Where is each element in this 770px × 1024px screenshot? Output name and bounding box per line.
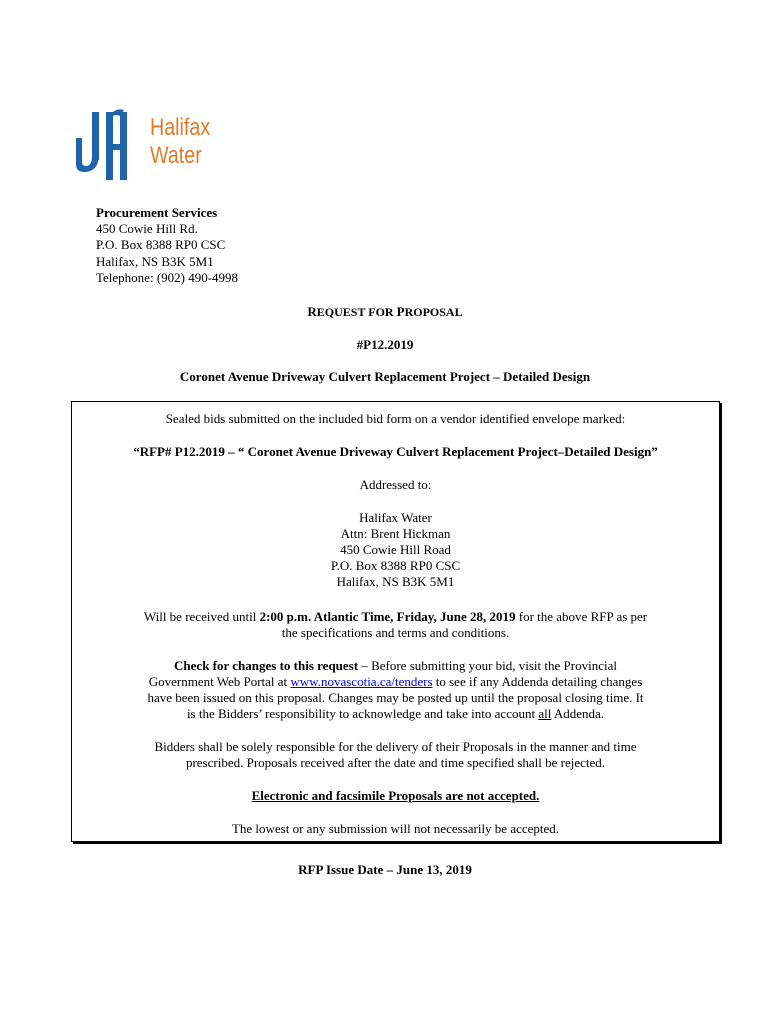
electronic-notice: Electronic and facsimile Proposals are not accepted. (251, 788, 540, 803)
logo-line-2: Water (150, 142, 202, 169)
sender-address (96, 205, 238, 286)
telephone: Telephone: (902) 490-4998 (96, 269, 239, 285)
submission-instructions-box (71, 401, 720, 842)
deadline-text-2: the specifications and terms and conditions. (281, 625, 510, 640)
address-line: Halifax, NS B3K 5M1 (96, 253, 214, 269)
recipient-line: 450 Cowie Hill Road (340, 542, 451, 557)
changes-notice-3: have been issued on this proposal. Changes may be posted up until the proposal closing time. It (147, 690, 644, 705)
lowest-bid-notice: The lowest or any submission will not necessarily be accepted. (231, 821, 560, 836)
tenders-link[interactable]: www.novascotia.ca/tenders (290, 674, 433, 689)
responsibility-text-2: prescribed. Proposals received after the date and time specified shall be rejected. (185, 755, 606, 770)
recipient-line: Halifax, NS B3K 5M1 (336, 574, 455, 589)
recipient-line: P.O. Box 8388 RP0 CSC (330, 558, 461, 573)
halifax-water-logo-icon (74, 108, 144, 184)
recipient-line: Attn: Brent Hickman (340, 526, 451, 541)
logo-line-1: Halifax (150, 114, 211, 141)
logo-wordmark (150, 114, 210, 170)
project-title: Coronet Avenue Driveway Culvert Replacement Project – Detailed Design (179, 369, 591, 384)
changes-notice: Check for changes to this request – Before submitting your bid, visit the Provincial (174, 658, 617, 673)
issue-date: RFP Issue Date – June 13, 2019 (298, 862, 472, 877)
address-line: P.O. Box 8388 RP0 CSC (96, 237, 226, 253)
envelope-marking: “RFP# P12.2019 – “ Coronet Avenue Driveway Culvert Replacement Project–Detailed Design” (133, 444, 658, 459)
halifax-water-logo (74, 108, 244, 184)
rfp-number: #P12.2019 (356, 337, 414, 352)
responsibility-text: Bidders shall be solely responsible for the delivery of their Proposals in the manner and time (154, 739, 637, 754)
addressed-to-label: Addressed to: (359, 477, 432, 492)
recipient-line: Halifax Water (359, 510, 432, 525)
intro-text: Sealed bids submitted on the included bid form on a vendor identified envelope marked: (165, 411, 626, 426)
changes-notice-2: Government Web Portal at www.novascotia.ca/tenders to see if any Addenda detailing changes (148, 674, 643, 689)
deadline-text: Will be received until 2:00 p.m. Atlantic Time, Friday, June 28, 2019 for the above RFP as per (143, 609, 648, 624)
address-line: 450 Cowie Hill Rd. (96, 221, 198, 237)
department-name: Procurement Services (96, 205, 218, 220)
changes-notice-4: is the Bidders’ responsibility to acknowledge and take into account all Addenda. (186, 706, 605, 721)
document-heading: REQUEST FOR PROPOSAL (307, 304, 463, 319)
